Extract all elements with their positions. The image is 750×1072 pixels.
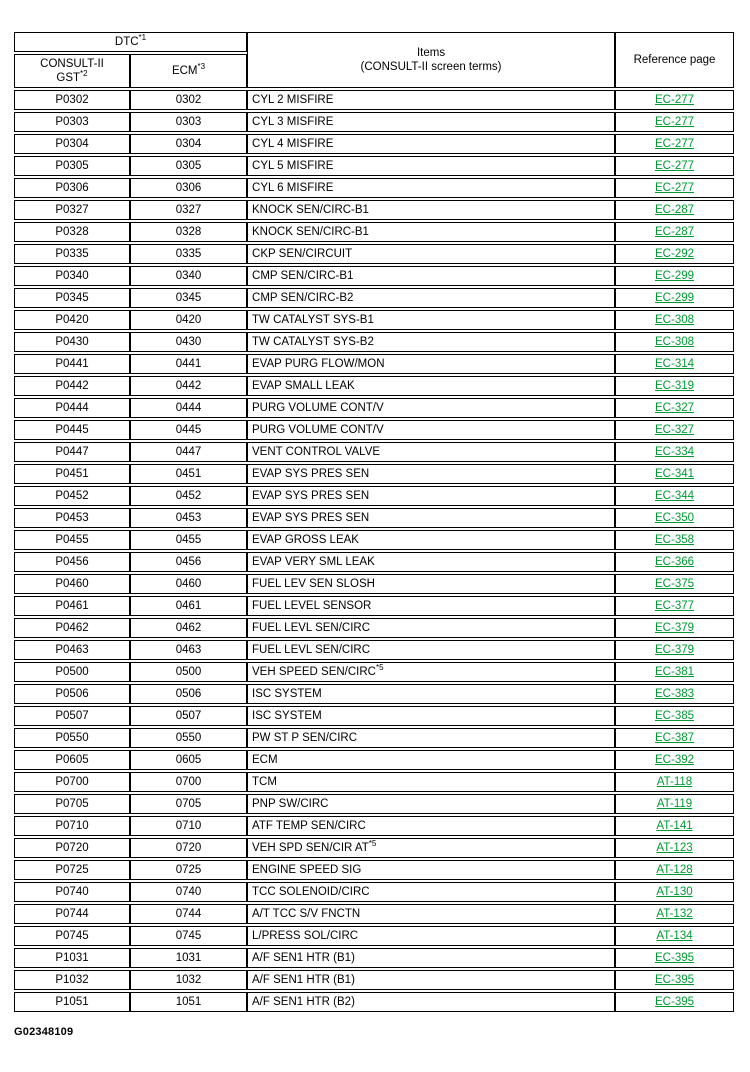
ecm-code-cell: 0328	[130, 222, 247, 242]
table-row	[14, 112, 734, 132]
reference-link[interactable]: EC-379	[655, 644, 695, 656]
dtc-code-cell: P0705	[14, 794, 130, 814]
reference-link[interactable]: EC-277	[655, 116, 695, 128]
header-ecm	[130, 54, 247, 88]
reference-cell	[615, 640, 734, 660]
ecm-code-cell: 0453	[130, 508, 247, 528]
item-cell: A/T TCC S/V FNCTN	[247, 904, 615, 924]
item-cell: CYL 2 MISFIRE	[247, 90, 615, 110]
header-reference-page	[615, 32, 734, 88]
ecm-code-cell: 0345	[130, 288, 247, 308]
item-cell: FUEL LEVL SEN/CIRC	[247, 618, 615, 638]
item-cell: VEH SPEED SEN/CIRC$^{*5}$	[247, 662, 615, 682]
table-row	[14, 706, 734, 726]
item-cell: ISC SYSTEM	[247, 684, 615, 704]
ecm-code-cell: 0304	[130, 134, 247, 154]
item-cell: FUEL LEV SEN SLOSH	[247, 574, 615, 594]
reference-link[interactable]: EC-383	[655, 688, 695, 700]
header-reference-label: Reference page	[633, 54, 716, 66]
reference-link[interactable]: EC-308	[655, 336, 695, 348]
item-cell: TW CATALYST SYS-B1	[247, 310, 615, 330]
reference-cell	[615, 860, 734, 880]
item-cell: L/PRESS SOL/CIRC	[247, 926, 615, 946]
ecm-code-cell: 0500	[130, 662, 247, 682]
reference-cell	[615, 706, 734, 726]
table-row	[14, 486, 734, 506]
ecm-code-cell: 0507	[130, 706, 247, 726]
table-row	[14, 354, 734, 374]
item-cell: ENGINE SPEED SIG	[247, 860, 615, 880]
table-row	[14, 772, 734, 792]
table-row	[14, 200, 734, 220]
dtc-code-cell: P0340	[14, 266, 130, 286]
reference-cell	[615, 310, 734, 330]
reference-cell	[615, 552, 734, 572]
reference-link[interactable]: EC-277	[655, 94, 695, 106]
table-row	[14, 222, 734, 242]
dtc-code-cell: P0327	[14, 200, 130, 220]
header-items-line2: (CONSULT-II screen terms)	[360, 61, 502, 73]
table-row	[14, 178, 734, 198]
reference-link[interactable]: AT-119	[656, 798, 693, 810]
item-cell: A/F SEN1 HTR (B1)	[247, 948, 615, 968]
reference-link[interactable]: EC-277	[655, 160, 695, 172]
dtc-code-cell: P0306	[14, 178, 130, 198]
item-cell: PNP SW/CIRC	[247, 794, 615, 814]
ecm-code-cell: 0744	[130, 904, 247, 924]
table-row	[14, 992, 734, 1012]
dtc-code-cell: P0420	[14, 310, 130, 330]
table-row	[14, 794, 734, 814]
reference-cell	[615, 750, 734, 770]
reference-link[interactable]: AT-128	[656, 864, 693, 876]
reference-link[interactable]: EC-308	[655, 314, 695, 326]
reference-cell	[615, 530, 734, 550]
header-consult-line2: GST	[56, 72, 81, 84]
reference-link[interactable]: EC-314	[655, 358, 695, 370]
item-cell: ISC SYSTEM	[247, 706, 615, 726]
reference-link[interactable]: EC-395	[655, 974, 695, 986]
reference-link[interactable]: EC-366	[655, 556, 695, 568]
item-cell: CMP SEN/CIRC-B1	[247, 266, 615, 286]
item-cell: PURG VOLUME CONT/V	[247, 398, 615, 418]
reference-link[interactable]: EC-327	[655, 424, 695, 436]
table-row	[14, 574, 734, 594]
table-row	[14, 332, 734, 352]
item-cell: VENT CONTROL VALVE	[247, 442, 615, 462]
reference-link[interactable]: EC-350	[655, 512, 695, 524]
item-cell: FUEL LEVEL SENSOR	[247, 596, 615, 616]
ecm-code-cell: 0460	[130, 574, 247, 594]
dtc-code-cell: P0328	[14, 222, 130, 242]
reference-link[interactable]: EC-319	[655, 380, 695, 392]
ecm-code-cell: 0550	[130, 728, 247, 748]
ecm-code-cell: 0303	[130, 112, 247, 132]
item-cell: EVAP SYS PRES SEN	[247, 486, 615, 506]
ecm-code-cell: 0340	[130, 266, 247, 286]
dtc-code-cell: P1032	[14, 970, 130, 990]
table-row	[14, 508, 734, 528]
ecm-code-cell: 0605	[130, 750, 247, 770]
item-cell: EVAP VERY SML LEAK	[247, 552, 615, 572]
item-cell: PW ST P SEN/CIRC	[247, 728, 615, 748]
ecm-code-cell: 1051	[130, 992, 247, 1012]
header-row-1	[14, 32, 734, 52]
dtc-code-cell: P0725	[14, 860, 130, 880]
item-cell: EVAP SYS PRES SEN	[247, 464, 615, 484]
item-footnote: *5	[368, 839, 377, 849]
dtc-code-cell: P0720	[14, 838, 130, 858]
ecm-code-cell: 0462	[130, 618, 247, 638]
reference-cell	[615, 618, 734, 638]
table-row	[14, 904, 734, 924]
table-row	[14, 310, 734, 330]
reference-link[interactable]: EC-287	[655, 204, 695, 216]
reference-link[interactable]: EC-379	[655, 622, 695, 634]
dtc-code-cell: P0302	[14, 90, 130, 110]
table-row	[14, 662, 734, 682]
reference-link[interactable]: AT-132	[656, 908, 693, 920]
figure-id: G02348109	[14, 1026, 74, 1038]
reference-cell	[615, 464, 734, 484]
item-cell: TW CATALYST SYS-B2	[247, 332, 615, 352]
ecm-code-cell: 0452	[130, 486, 247, 506]
item-cell: CYL 5 MISFIRE	[247, 156, 615, 176]
reference-cell	[615, 926, 734, 946]
ecm-code-cell: 0420	[130, 310, 247, 330]
table-row	[14, 684, 734, 704]
reference-cell	[615, 772, 734, 792]
table-row	[14, 376, 734, 396]
reference-cell	[615, 574, 734, 594]
item-cell: ECM	[247, 750, 615, 770]
dtc-code-cell: P0460	[14, 574, 130, 594]
reference-cell	[615, 904, 734, 924]
item-cell: EVAP SMALL LEAK	[247, 376, 615, 396]
ecm-code-cell: 0430	[130, 332, 247, 352]
dtc-code-cell: P0461	[14, 596, 130, 616]
reference-link[interactable]: EC-287	[655, 226, 695, 238]
reference-cell	[615, 442, 734, 462]
item-cell: KNOCK SEN/CIRC-B1	[247, 200, 615, 220]
table-row	[14, 816, 734, 836]
table-row	[14, 266, 734, 286]
table-row	[14, 596, 734, 616]
table-row	[14, 926, 734, 946]
table-row	[14, 398, 734, 418]
table-row	[14, 156, 734, 176]
reference-link[interactable]: EC-387	[655, 732, 695, 744]
header-consult-gst	[14, 54, 130, 88]
reference-link[interactable]: EC-375	[655, 578, 695, 590]
dtc-code-cell: P0507	[14, 706, 130, 726]
dtc-code-cell: P1031	[14, 948, 130, 968]
reference-cell	[615, 662, 734, 682]
dtc-code-cell: P0453	[14, 508, 130, 528]
item-cell: ATF TEMP SEN/CIRC	[247, 816, 615, 836]
dtc-code-cell: P1051	[14, 992, 130, 1012]
reference-cell	[615, 882, 734, 902]
dtc-code-cell: P0304	[14, 134, 130, 154]
item-cell: EVAP PURG FLOW/MON	[247, 354, 615, 374]
table-row	[14, 442, 734, 462]
table-row	[14, 882, 734, 902]
dtc-code-cell: P0506	[14, 684, 130, 704]
reference-cell	[615, 90, 734, 110]
table-row	[14, 420, 734, 440]
reference-link[interactable]: AT-134	[656, 930, 693, 942]
table-row	[14, 90, 734, 110]
reference-link[interactable]: EC-299	[655, 270, 695, 282]
header-consult-footnote: *2	[80, 69, 88, 79]
reference-cell	[615, 596, 734, 616]
reference-cell	[615, 112, 734, 132]
ecm-code-cell: 0506	[130, 684, 247, 704]
ecm-code-cell: 0740	[130, 882, 247, 902]
dtc-code-cell: P0455	[14, 530, 130, 550]
item-cell: A/F SEN1 HTR (B2)	[247, 992, 615, 1012]
dtc-code-cell: P0463	[14, 640, 130, 660]
reference-link[interactable]: EC-344	[655, 490, 695, 502]
ecm-code-cell: 0444	[130, 398, 247, 418]
item-cell: A/F SEN1 HTR (B1)	[247, 970, 615, 990]
table-row	[14, 750, 734, 770]
header-consult-line1: CONSULT-II	[40, 58, 104, 70]
item-cell: CKP SEN/CIRCUIT	[247, 244, 615, 264]
ecm-code-cell: 1031	[130, 948, 247, 968]
reference-link[interactable]: EC-395	[655, 996, 695, 1008]
dtc-code-cell: P0700	[14, 772, 130, 792]
table-row	[14, 288, 734, 308]
header-ecm-footnote: *3	[197, 62, 206, 72]
dtc-code-cell: P0305	[14, 156, 130, 176]
reference-cell	[615, 992, 734, 1012]
item-cell: KNOCK SEN/CIRC-B1	[247, 222, 615, 242]
ecm-code-cell: 0461	[130, 596, 247, 616]
reference-link[interactable]: EC-277	[655, 138, 695, 150]
table-row	[14, 552, 734, 572]
item-cell: FUEL LEVL SEN/CIRC	[247, 640, 615, 660]
reference-cell	[615, 134, 734, 154]
dtc-code-cell: P0335	[14, 244, 130, 264]
item-cell: CYL 4 MISFIRE	[247, 134, 615, 154]
reference-cell	[615, 486, 734, 506]
header-dtc-label: DTC	[114, 36, 139, 48]
reference-cell	[615, 354, 734, 374]
table-header	[14, 32, 734, 88]
ecm-code-cell: 0463	[130, 640, 247, 660]
table-row	[14, 838, 734, 858]
reference-cell	[615, 222, 734, 242]
ecm-code-cell: 0442	[130, 376, 247, 396]
reference-cell	[615, 288, 734, 308]
header-items	[247, 32, 615, 88]
reference-cell	[615, 244, 734, 264]
reference-link[interactable]: EC-392	[655, 754, 695, 766]
dtc-code-cell: P0451	[14, 464, 130, 484]
ecm-code-cell: 0441	[130, 354, 247, 374]
ecm-code-cell: 0725	[130, 860, 247, 880]
reference-link[interactable]: EC-385	[655, 710, 695, 722]
reference-link[interactable]: EC-395	[655, 952, 695, 964]
item-cell: CYL 3 MISFIRE	[247, 112, 615, 132]
reference-cell	[615, 376, 734, 396]
dtc-code-cell: P0710	[14, 816, 130, 836]
reference-cell	[615, 970, 734, 990]
header-ecm-label: ECM	[171, 65, 198, 77]
reference-cell	[615, 728, 734, 748]
ecm-code-cell: 0700	[130, 772, 247, 792]
dtc-code-cell: P0452	[14, 486, 130, 506]
item-cell: TCC SOLENOID/CIRC	[247, 882, 615, 902]
dtc-code-cell: P0500	[14, 662, 130, 682]
dtc-code-cell: P0462	[14, 618, 130, 638]
item-footnote: *5	[376, 663, 384, 673]
header-items-line1: Items	[416, 47, 446, 59]
reference-cell	[615, 816, 734, 836]
reference-link[interactable]: EC-381	[655, 666, 695, 678]
table-row	[14, 970, 734, 990]
reference-link[interactable]: EC-277	[655, 182, 695, 194]
dtc-code-cell: P0447	[14, 442, 130, 462]
reference-cell	[615, 948, 734, 968]
dtc-code-cell: P0605	[14, 750, 130, 770]
reference-link[interactable]: EC-334	[655, 446, 695, 458]
table-row	[14, 640, 734, 660]
ecm-code-cell: 0451	[130, 464, 247, 484]
ecm-code-cell: 0705	[130, 794, 247, 814]
reference-link[interactable]: AT-123	[656, 842, 693, 854]
table-row	[14, 464, 734, 484]
reference-link[interactable]: AT-118	[656, 776, 693, 788]
reference-cell	[615, 398, 734, 418]
item-cell: CMP SEN/CIRC-B2	[247, 288, 615, 308]
item-cell: EVAP GROSS LEAK	[247, 530, 615, 550]
reference-link[interactable]: EC-327	[655, 402, 695, 414]
table-row	[14, 134, 734, 154]
item-cell: EVAP SYS PRES SEN	[247, 508, 615, 528]
reference-cell	[615, 332, 734, 352]
dtc-code-cell: P0456	[14, 552, 130, 572]
table-row	[14, 244, 734, 264]
dtc-code-cell: P0345	[14, 288, 130, 308]
dtc-code-cell: P0745	[14, 926, 130, 946]
ecm-code-cell: 0305	[130, 156, 247, 176]
dtc-table	[14, 30, 734, 1014]
dtc-code-cell: P0740	[14, 882, 130, 902]
reference-cell	[615, 266, 734, 286]
reference-link[interactable]: EC-299	[655, 292, 695, 304]
ecm-code-cell: 0306	[130, 178, 247, 198]
item-cell: PURG VOLUME CONT/V	[247, 420, 615, 440]
table-row	[14, 530, 734, 550]
ecm-code-cell: 0710	[130, 816, 247, 836]
ecm-code-cell: 0456	[130, 552, 247, 572]
item-cell: CYL 6 MISFIRE	[247, 178, 615, 198]
reference-link[interactable]: AT-130	[656, 886, 693, 898]
dtc-code-cell: P0444	[14, 398, 130, 418]
table-body	[14, 90, 734, 1012]
table-row	[14, 860, 734, 880]
table-row	[14, 948, 734, 968]
reference-cell	[615, 178, 734, 198]
ecm-code-cell: 0302	[130, 90, 247, 110]
table-row	[14, 618, 734, 638]
reference-link[interactable]: AT-141	[656, 820, 693, 832]
dtc-code-cell: P0445	[14, 420, 130, 440]
ecm-code-cell: 0445	[130, 420, 247, 440]
reference-cell	[615, 420, 734, 440]
reference-link[interactable]: EC-341	[655, 468, 695, 480]
item-cell: TCM	[247, 772, 615, 792]
dtc-code-cell: P0441	[14, 354, 130, 374]
ecm-code-cell: 0335	[130, 244, 247, 264]
reference-link[interactable]: EC-358	[655, 534, 695, 546]
table-row	[14, 728, 734, 748]
dtc-code-cell: P0550	[14, 728, 130, 748]
reference-cell	[615, 794, 734, 814]
reference-cell	[615, 684, 734, 704]
reference-cell	[615, 200, 734, 220]
item-cell: VEH SPD SEN/CIR AT$^{*5}$	[247, 838, 615, 858]
ecm-code-cell: 0455	[130, 530, 247, 550]
reference-cell	[615, 156, 734, 176]
dtc-code-cell: P0430	[14, 332, 130, 352]
dtc-code-cell: P0442	[14, 376, 130, 396]
dtc-code-cell: P0303	[14, 112, 130, 132]
reference-link[interactable]: EC-292	[655, 248, 695, 260]
ecm-code-cell: 0327	[130, 200, 247, 220]
ecm-code-cell: 0745	[130, 926, 247, 946]
dtc-code-cell: P0744	[14, 904, 130, 924]
ecm-code-cell: 1032	[130, 970, 247, 990]
reference-cell	[615, 838, 734, 858]
header-dtc-footnote: *1	[138, 33, 147, 43]
header-dtc	[14, 32, 247, 52]
reference-cell	[615, 508, 734, 528]
ecm-code-cell: 0720	[130, 838, 247, 858]
ecm-code-cell: 0447	[130, 442, 247, 462]
reference-link[interactable]: EC-377	[655, 600, 695, 612]
